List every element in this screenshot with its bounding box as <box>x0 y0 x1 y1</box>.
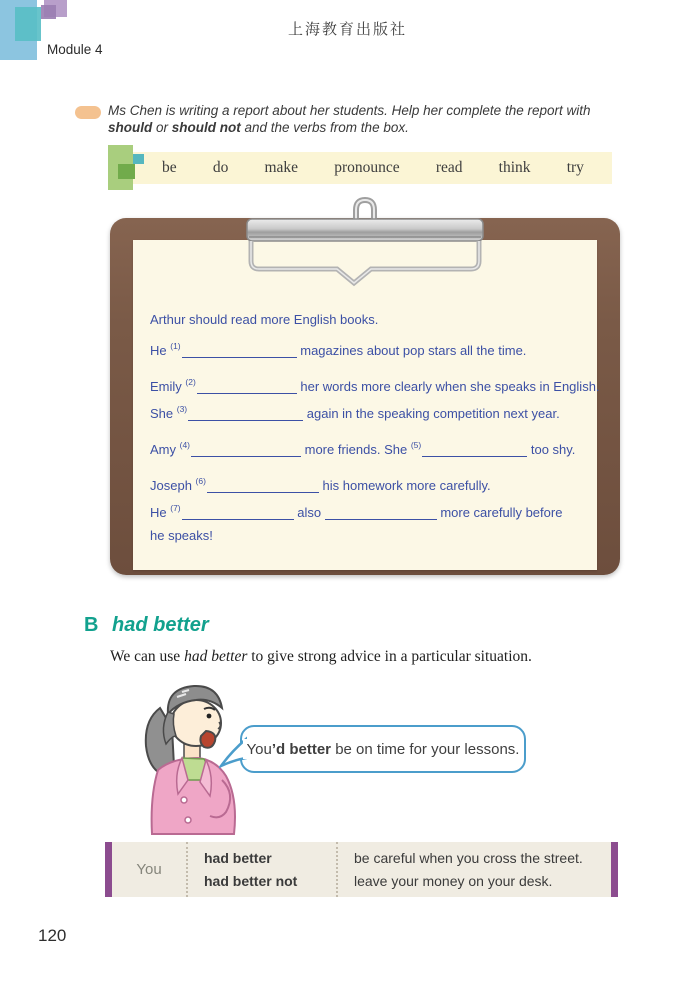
instruction-text: or <box>152 120 172 135</box>
publisher-header: 上海教育出版社 <box>287 22 407 38</box>
clipboard-line <box>150 369 605 396</box>
fill-in-blank <box>422 442 527 457</box>
table-accent-bar-right <box>611 842 618 897</box>
fill-in-blank <box>182 505 294 520</box>
clipboard-line <box>150 333 605 360</box>
word-box-word: pronounce <box>334 159 400 176</box>
clipboard-text: She <box>150 406 177 421</box>
fill-in-blank <box>182 343 297 358</box>
section-b-intro <box>110 648 630 666</box>
exercise-instruction <box>108 102 635 136</box>
speech-bubble-tail-icon <box>219 736 247 770</box>
bubble-text: You <box>246 740 272 758</box>
clipboard-text: more carefully before <box>436 505 563 520</box>
word-box-word: read <box>435 159 463 176</box>
blank-number: (1) <box>170 341 181 351</box>
instruction-bold-should-not: should not <box>171 120 241 135</box>
intro-text: to give strong advice in a particular situation. <box>247 648 532 665</box>
clipboard-text: He <box>150 343 171 358</box>
word-box-word: think <box>498 159 531 176</box>
blank-number: (3) <box>176 404 188 414</box>
clipboard-line <box>150 396 605 423</box>
word-box-word: try <box>566 159 584 176</box>
section-b-title: had better <box>112 614 209 636</box>
speech-bubble-text <box>247 741 520 758</box>
clipboard-lines <box>150 306 605 549</box>
grammar-table <box>105 842 618 897</box>
clipboard-text: Amy <box>150 442 180 457</box>
clipboard-line <box>150 432 605 459</box>
clipboard-text: again in the speaking competition next year. <box>303 406 560 421</box>
fill-in-blank <box>325 505 437 520</box>
blank-number: (4) <box>179 440 191 450</box>
table-option: had better not <box>204 873 298 889</box>
clipboard-text: also <box>293 505 325 520</box>
blank-number: (5) <box>410 440 422 450</box>
deco-square-teal-small <box>133 154 144 164</box>
table-option: had better <box>204 850 272 866</box>
clipboard-text: more friends. She <box>301 442 411 457</box>
page-number: 120 <box>38 926 67 945</box>
clipboard-line <box>150 306 605 333</box>
bubble-text: be on time for your lessons. <box>331 740 520 758</box>
bubble-bold-d-better: ’d better <box>271 740 332 758</box>
word-box <box>110 152 612 184</box>
module-label: Module 4 <box>47 42 103 57</box>
instruction-bold-should: should <box>108 120 153 135</box>
section-b-letter: B <box>84 614 99 636</box>
intro-italic-had-better: had better <box>184 648 248 665</box>
clipboard-clip-icon <box>243 197 487 293</box>
clipboard-line <box>150 468 605 495</box>
table-example: be careful when you cross the street. <box>354 850 583 866</box>
intro-text: We can use <box>110 648 185 665</box>
clipboard-text: He <box>150 505 171 520</box>
table-options-cell <box>188 842 338 897</box>
deco-square-purple-dark <box>41 5 56 19</box>
word-box-word: do <box>212 159 229 176</box>
instruction-text: Ms Chen is writing a report about her students. Help her complete the report with <box>108 103 595 118</box>
blank-number: (7) <box>170 503 181 513</box>
clipboard-line <box>150 522 605 549</box>
fill-in-blank <box>207 478 319 493</box>
clipboard-text: Joseph <box>150 478 196 493</box>
deco-square-green-dark <box>118 164 135 179</box>
exercise-bullet-icon <box>75 106 101 119</box>
blank-number: (6) <box>195 476 206 486</box>
clipboard-text: her words more clearly when she speaks in English. <box>296 379 600 394</box>
table-subject-cell: You <box>112 842 188 897</box>
word-box-word: be <box>162 159 177 176</box>
clipboard-text: Arthur should read more English books. <box>150 312 379 327</box>
instruction-text: and the verbs from the box. <box>240 120 409 135</box>
table-accent-bar-left <box>105 842 112 897</box>
word-box-words <box>110 152 612 184</box>
blank-number: (2) <box>185 377 196 387</box>
clipboard-text: magazines about pop stars all the time. <box>296 343 527 358</box>
clipboard-line <box>150 495 605 522</box>
clipboard-text: too shy. <box>527 442 576 457</box>
word-box-word: make <box>264 159 299 176</box>
fill-in-blank <box>191 442 301 457</box>
clipboard-text: Emily <box>150 379 186 394</box>
fill-in-blank <box>197 379 297 394</box>
table-examples-cell <box>338 842 611 897</box>
clipboard-text: he speaks! <box>150 528 213 543</box>
speech-bubble <box>240 725 526 773</box>
fill-in-blank <box>188 406 303 421</box>
table-example: leave your money on your desk. <box>354 873 553 889</box>
clipboard-text: his homework more carefully. <box>318 478 491 493</box>
